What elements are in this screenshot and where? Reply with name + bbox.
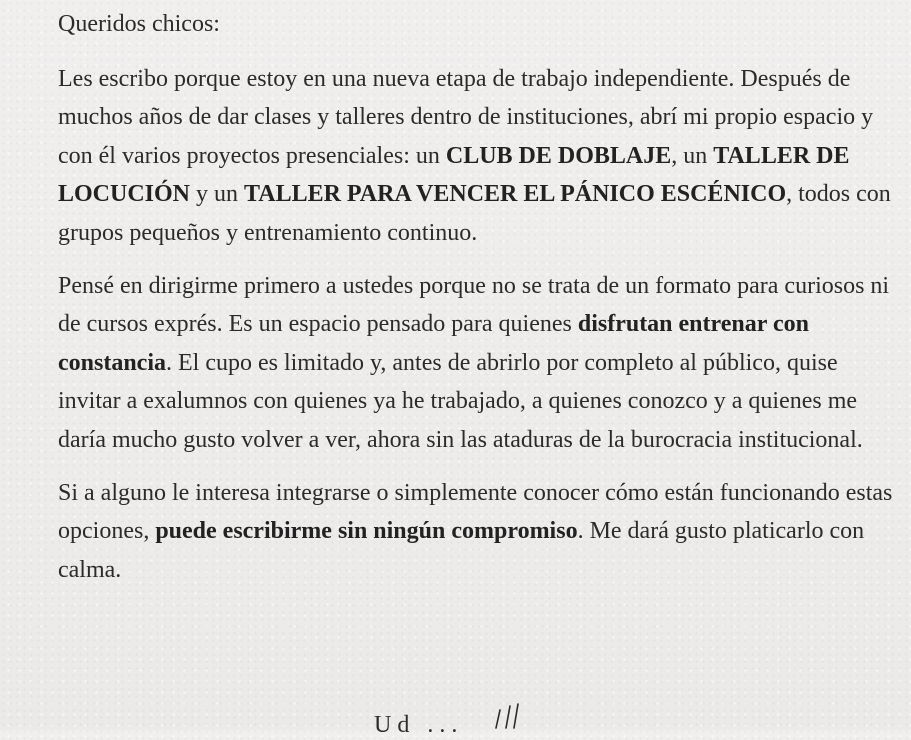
signature-flourish	[488, 700, 548, 730]
text-span: Les escribo porque estoy en una nueva etapa de trabajo independiente. Después de muchos años de dar clases y talleres dentro de instituciones, abrí mi propio espacio y con él varios proyectos presenciales: un	[58, 65, 874, 169]
bold-compromiso: puede escribirme sin ningún compromiso	[155, 518, 578, 545]
paragraph-intro	[58, 60, 898, 253]
signature	[370, 700, 570, 740]
paragraph-closing-text	[58, 474, 898, 590]
bold-taller-locucion: TALLER DE LOCUCIÓN	[58, 142, 850, 208]
bold-taller-panico: TALLER PARA VENCER EL PÁNICO ESCÉNICO	[244, 181, 787, 208]
text-span: . El cupo es limitado y, antes de abrirlo por completo al público, quise invitar a exalumnos con quienes ya he trabajado, a quienes conozco y a quienes me daría mucho gusto volver a ver, ahora sin las ataduras de la burocracia institucional.	[58, 349, 863, 453]
text-span: . Me dará gusto platicarlo con calma.	[58, 518, 865, 583]
letter-greeting: Queridos chicos:	[58, 11, 220, 37]
text-span: y un	[190, 181, 245, 208]
bold-constancia: disfrutan entrenar con constancia	[58, 311, 809, 376]
paragraph-invitation-text	[58, 267, 898, 460]
letter-body	[58, 5, 898, 603]
paragraph-intro-text	[58, 60, 898, 253]
text-span: , todos con grupos pequeños y entrenamiento continuo.	[58, 181, 891, 246]
text-span: Si a alguno le interesa integrarse o simplemente conocer cómo están funcionando estas opciones,	[58, 479, 893, 545]
bold-club-doblaje: CLUB DE DOBLAJE	[445, 142, 672, 169]
paragraph-invitation	[58, 267, 898, 460]
text-span: Pensé en dirigirme primero a ustedes porque no se trata de un formato para curiosos ni de cursos exprés. Es un espacio pensado para quienes	[58, 272, 890, 338]
signature-text: Ud ...	[374, 712, 464, 738]
text-span: , un	[671, 142, 714, 169]
paragraph-closing	[58, 474, 898, 590]
